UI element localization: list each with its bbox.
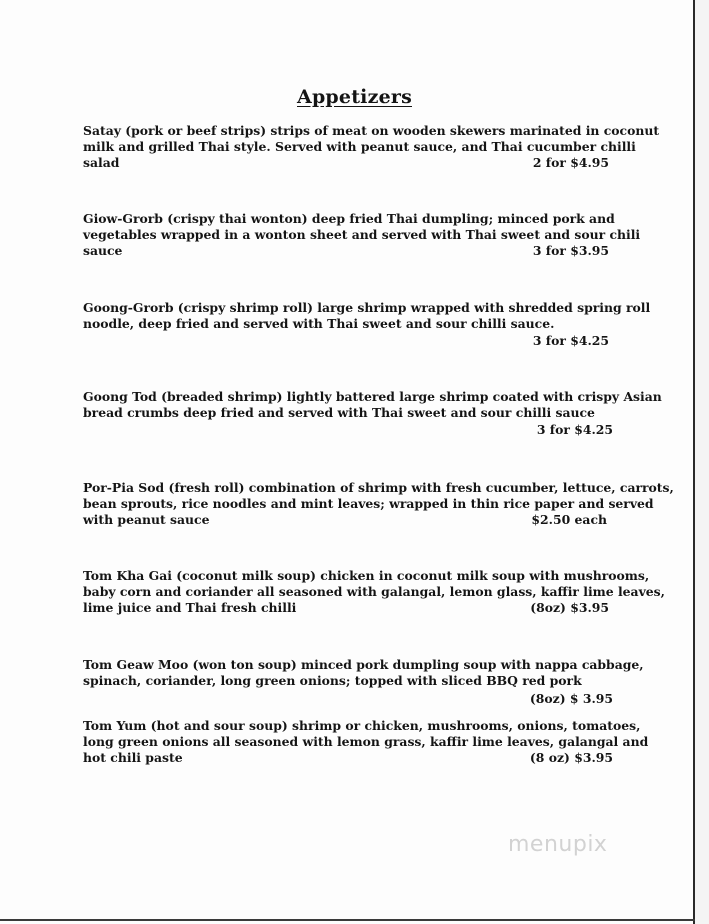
item-price: (8oz) $ 3.95 bbox=[529, 691, 613, 706]
item-description-line: Tom Geaw Moo (won ton soup) minced pork dumpling soup with nappa cabbage, bbox=[83, 657, 644, 672]
item-description-line: Tom Kha Gai (coconut milk soup) chicken in coconut milk soup with mushrooms, bbox=[83, 568, 650, 583]
menu-item-satay bbox=[83, 123, 660, 171]
scan-margin bbox=[695, 0, 709, 924]
item-description-line: vegetables wrapped in a wonton sheet and served with Thai sweet and sour chili bbox=[83, 227, 641, 242]
item-description-line: Por-Pia Sod (fresh roll) combination of shrimp with fresh cucumber, lettuce, carrots, bbox=[83, 480, 674, 495]
menu-item-tom-kha-gai bbox=[83, 568, 665, 616]
scan-edge-right bbox=[693, 0, 695, 924]
menu-item-giow-grorb bbox=[83, 211, 641, 259]
item-price: 3 for $3.95 bbox=[532, 243, 609, 258]
menu-item-tom-yum bbox=[83, 718, 649, 766]
item-price: 2 for $4.95 bbox=[532, 155, 609, 170]
item-description-line: bread crumbs deep fried and served with Thai sweet and sour chilli sauce bbox=[83, 405, 595, 420]
item-description-line: Satay (pork or beef strips) strips of meat on wooden skewers marinated in coconut bbox=[83, 123, 660, 138]
item-description-line: spinach, coriander, long green onions; topped with sliced BBQ red pork bbox=[83, 673, 582, 688]
menu-item-goong-tod bbox=[83, 389, 662, 438]
item-price: (8oz) $3.95 bbox=[530, 600, 609, 615]
scan-edge-bottom bbox=[0, 919, 695, 921]
menu-item-por-pia-sod bbox=[83, 480, 674, 528]
item-description-line: noodle, deep fried and served with Thai sweet and sour chilli sauce. bbox=[83, 316, 555, 331]
item-description-line: Goong-Grorb (crispy shrimp roll) large shrimp wrapped with shredded spring roll bbox=[83, 300, 651, 315]
item-description-line: sauce bbox=[83, 243, 123, 258]
item-description-line: lime juice and Thai fresh chilli bbox=[83, 600, 297, 615]
item-price: (8 oz) $3.95 bbox=[529, 750, 613, 765]
item-price: 3 for $4.25 bbox=[532, 333, 609, 348]
item-description-line: Goong Tod (breaded shrimp) lightly battered large shrimp coated with crispy Asian bbox=[83, 389, 662, 404]
menu-item-goong-grorb bbox=[83, 300, 651, 349]
item-description-line: hot chili paste bbox=[83, 750, 183, 765]
page-title: Appetizers bbox=[297, 86, 412, 108]
item-description-line: baby corn and coriander all seasoned with galangal, lemon glass, kaffir lime leaves, bbox=[83, 584, 665, 599]
item-description-line: long green onions all seasoned with lemon grass, kaffir lime leaves, galangal and bbox=[83, 734, 649, 749]
item-description-line: milk and grilled Thai style. Served with peanut sauce, and Thai cucumber chilli bbox=[83, 139, 636, 154]
watermark: menupix bbox=[508, 832, 608, 857]
item-description-line: bean sprouts, rice noodles and mint leaves; wrapped in thin rice paper and served bbox=[83, 496, 654, 511]
menu-item-tom-geaw-moo bbox=[83, 657, 644, 707]
item-description-line: salad bbox=[83, 155, 120, 170]
item-description-line: with peanut sauce bbox=[83, 512, 210, 527]
item-description-line: Giow-Grorb (crispy thai wonton) deep fried Thai dumpling; minced pork and bbox=[83, 211, 615, 226]
item-price: $2.50 each bbox=[531, 512, 607, 527]
item-description-line: Tom Yum (hot and sour soup) shrimp or chicken, mushrooms, onions, tomatoes, bbox=[83, 718, 641, 733]
item-price: 3 for $4.25 bbox=[536, 422, 613, 437]
